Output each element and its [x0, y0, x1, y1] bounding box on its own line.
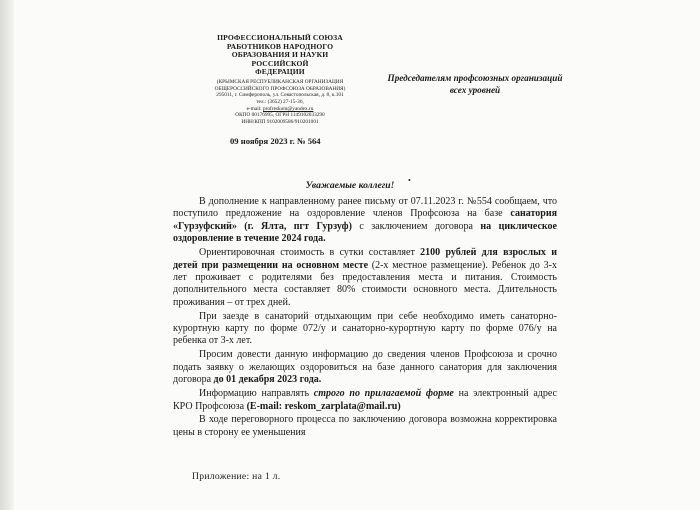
org-subtitle: ОБЩЕРОССИЙСКОГО ПРОФСОЮЗА ОБРАЗОВАНИЯ) [214, 85, 346, 92]
org-address: 295011, г. Симферополь, ул. Севастопольская, д. 8, к.101 [216, 92, 344, 99]
org-name-line: РАБОТНИКОВ НАРОДНОГО [226, 41, 334, 51]
form-emphasis: строго по прилагаемой форме [313, 388, 454, 400]
org-email-link[interactable]: profreskom@yandex.ru [263, 105, 314, 112]
deadline: до 01 декабря 2023 года. [213, 374, 322, 386]
scan-edge-shadow [0, 0, 14, 510]
email-label: e-mail: [246, 105, 262, 112]
paragraph-price [173, 247, 557, 309]
greeting: Уважаемые коллеги! [305, 180, 395, 191]
contract-term: на циклическое оздоровление в течение 2024 года. [173, 220, 557, 245]
p2-text: Ориентировочная стоимость в сутки составляет [199, 247, 421, 259]
org-phone: тел.: (3652) 27-15-36, [256, 99, 304, 106]
p1-text: В дополнение к направленному ранее письму от 07.11.2023 г. №554 сообщаем, что поступило предложение на оздоровление членов Профсоюза на базе [173, 196, 557, 220]
p4-text: Просим довести данную информацию до сведения членов Профсоюза и срочно подать заявку о желающих оздоровиться на базе данного санатория для заключения договора [173, 349, 557, 386]
p2-text-2: (2-х местное размещение). Ребенок до 3-х лет проживает с родителями без предоставления места и питания. Стоимость дополнительного места составляет 80% стоимости основного места. Длительность проживания – от трех дней. [173, 259, 557, 308]
paragraph-offer [173, 196, 557, 246]
p5-text-2: на электронный адрес КРО Профсоюза [173, 388, 557, 412]
org-name-line: ОБРАЗОВАНИЯ И НАУКИ РОССИЙСКОЙ [231, 50, 329, 68]
attachment-note: Приложение: на 1 л. [192, 471, 281, 482]
p1-text-2: с заключением договора [351, 220, 481, 232]
sanatorium-name: санатория «Гурзуфский» (г. Ялта, пгт Гурзуф) [173, 208, 557, 232]
p5-text: Информацию направлять [199, 388, 314, 400]
scan-speck: • [408, 176, 411, 185]
org-name-line: ФЕДЕРАЦИИ [255, 67, 305, 77]
org-okpo: ОКПО 00176995, ОГРН 1149102033290 [235, 112, 325, 119]
paragraph-request [173, 349, 557, 386]
paragraph-note: В ходе переговорного процесса по заключению договора возможна корректировка цены в сторону ее уменьшения [173, 414, 557, 438]
letter-body [173, 196, 557, 439]
paragraph-contact [173, 388, 557, 413]
letterhead [205, 34, 355, 126]
org-inn: ИНН/КПП 9102009586/910201001 [241, 119, 319, 126]
paragraph-documents: При заезде в санаторий отдыхающим при себе необходимо иметь санаторно-курортную карту по форме 072/у и санаторно-курортную карту по форме 076/у на ребенка от 3-х лет. [173, 310, 557, 347]
org-email-line [205, 106, 355, 113]
date-reference: 09 ноября 2023 г. № 564 [230, 136, 321, 146]
org-name-line: ПРОФЕССИОНАЛЬНЫЙ СОЮЗА [217, 33, 343, 42]
contact-email: (E-mail: reskom_zarplata@mail.ru) [246, 400, 401, 412]
org-subtitle: (КРЫМСКАЯ РЕСПУБЛИКАНСКАЯ ОРГАНИЗАЦИЯ [216, 78, 344, 85]
price-highlight: 2100 рублей для взрослых и детей при размещении на основном месте [173, 247, 557, 271]
addressee: Председателям профсоюзных организаций всех уровней [387, 73, 563, 95]
